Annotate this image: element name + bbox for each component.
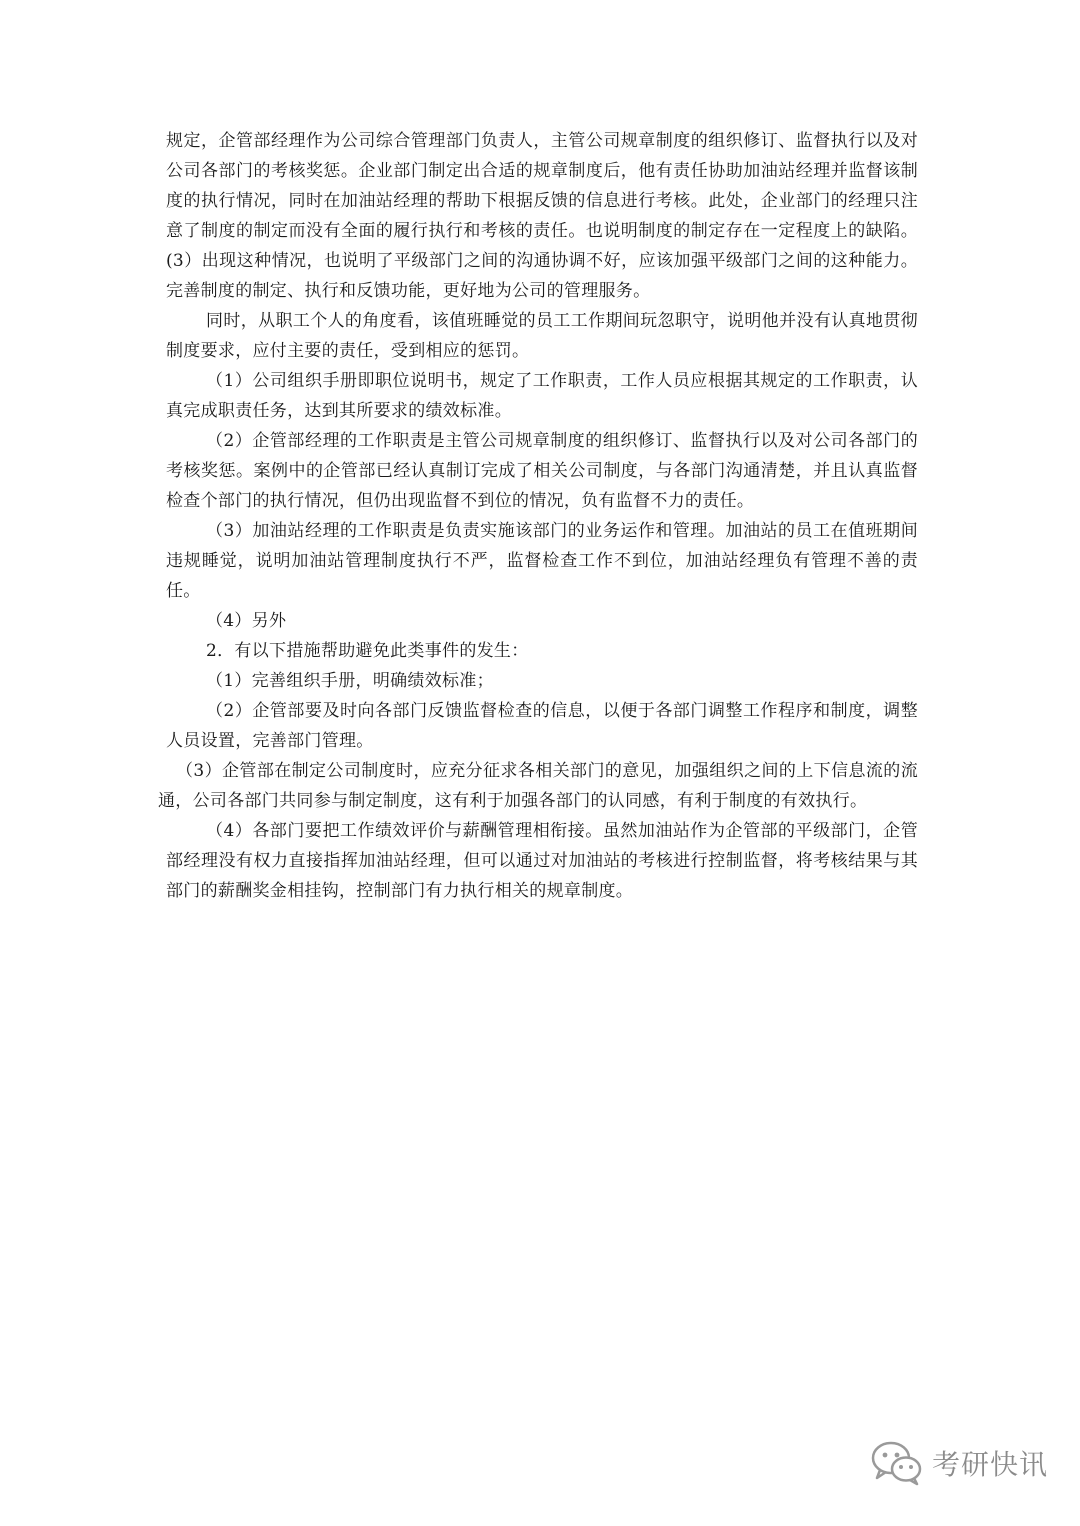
paragraph: 同时，从职工个人的角度看，该值班睡觉的员工工作期间玩忽职守，说明他并没有认真地贯彻制度要求，应付主要的责任，受到相应的惩罚。 <box>166 311 918 361</box>
paragraph: （3）加油站经理的工作职责是负责实施该部门的业务运作和管理。加油站的员工在值班期间违规睡觉，说明加油站管理制度执行不严，监督检查工作不到位，加油站经理负有管理不善的责任。 <box>166 521 918 601</box>
paragraph: 2．有以下措施帮助避免此类事件的发生： <box>206 641 529 661</box>
paragraph: （1）公司组织手册即职位说明书，规定了工作职责，工作人员应根据其规定的工作职责，认真完成职责任务，达到其所要求的绩效标准。 <box>166 371 918 421</box>
wechat-icon <box>870 1440 924 1486</box>
paragraph: （4）各部门要把工作绩效评价与薪酬管理相衔接。虽然加油站作为企管部的平级部门，企管部经理没有权力直接指挥加油站经理，但可以通过对加油站的考核进行控制监督，将考核结果与其部门的薪酬奖金相挂钩，控制部门有力执行相关的规章制度。 <box>166 821 918 901</box>
paragraph: （2）企管部经理的工作职责是主管公司规章制度的组织修订、监督执行以及对公司各部门的考核奖惩。案例中的企管部已经认真制订完成了相关公司制度，与各部门沟通清楚，并且认真监督检查个部门的执行情况，但仍出现监督不到位的情况，负有监督不力的责任。 <box>166 431 918 511</box>
paragraph: （4）另外 <box>206 611 287 631</box>
paragraph: 规定，企管部经理作为公司综合管理部门负责人，主管公司规章制度的组织修订、监督执行以及对公司各部门的考核奖惩。企业部门制定出合适的规章制度后，他有责任协助加油站经理并监督该制度的执行情况，同时在加油站经理的帮助下根据反馈的信息进行考核。此处，企业部门的经理只注意了制度的制定而没有全面的履行执行和考核的责任。也说明制度的制定存在一定程度上的缺陷。(3）出现这种情况，也说明了平级部门之间的沟通协调不好，应该加强平级部门之间的这种能力。完善制度的制定、执行和反馈功能，更好地为公司的管理服务。 <box>166 131 918 301</box>
paragraph: （1）完善组织手册，明确绩效标准； <box>206 671 494 691</box>
document-body <box>158 126 918 906</box>
paragraph: （2）企管部要及时向各部门反馈监督检查的信息，以便于各部门调整工作程序和制度，调整人员设置，完善部门管理。 <box>166 701 918 751</box>
watermark-text: 考研快讯 <box>932 1448 1049 1481</box>
watermark <box>870 1440 1048 1486</box>
paragraph: （3）企管部在制定公司制度时，应充分征求各相关部门的意见，加强组织之间的上下信息流的流通，公司各部门共同参与制定制度，这有利于加强各部门的认同感，有利于制度的有效执行。 <box>158 761 918 811</box>
